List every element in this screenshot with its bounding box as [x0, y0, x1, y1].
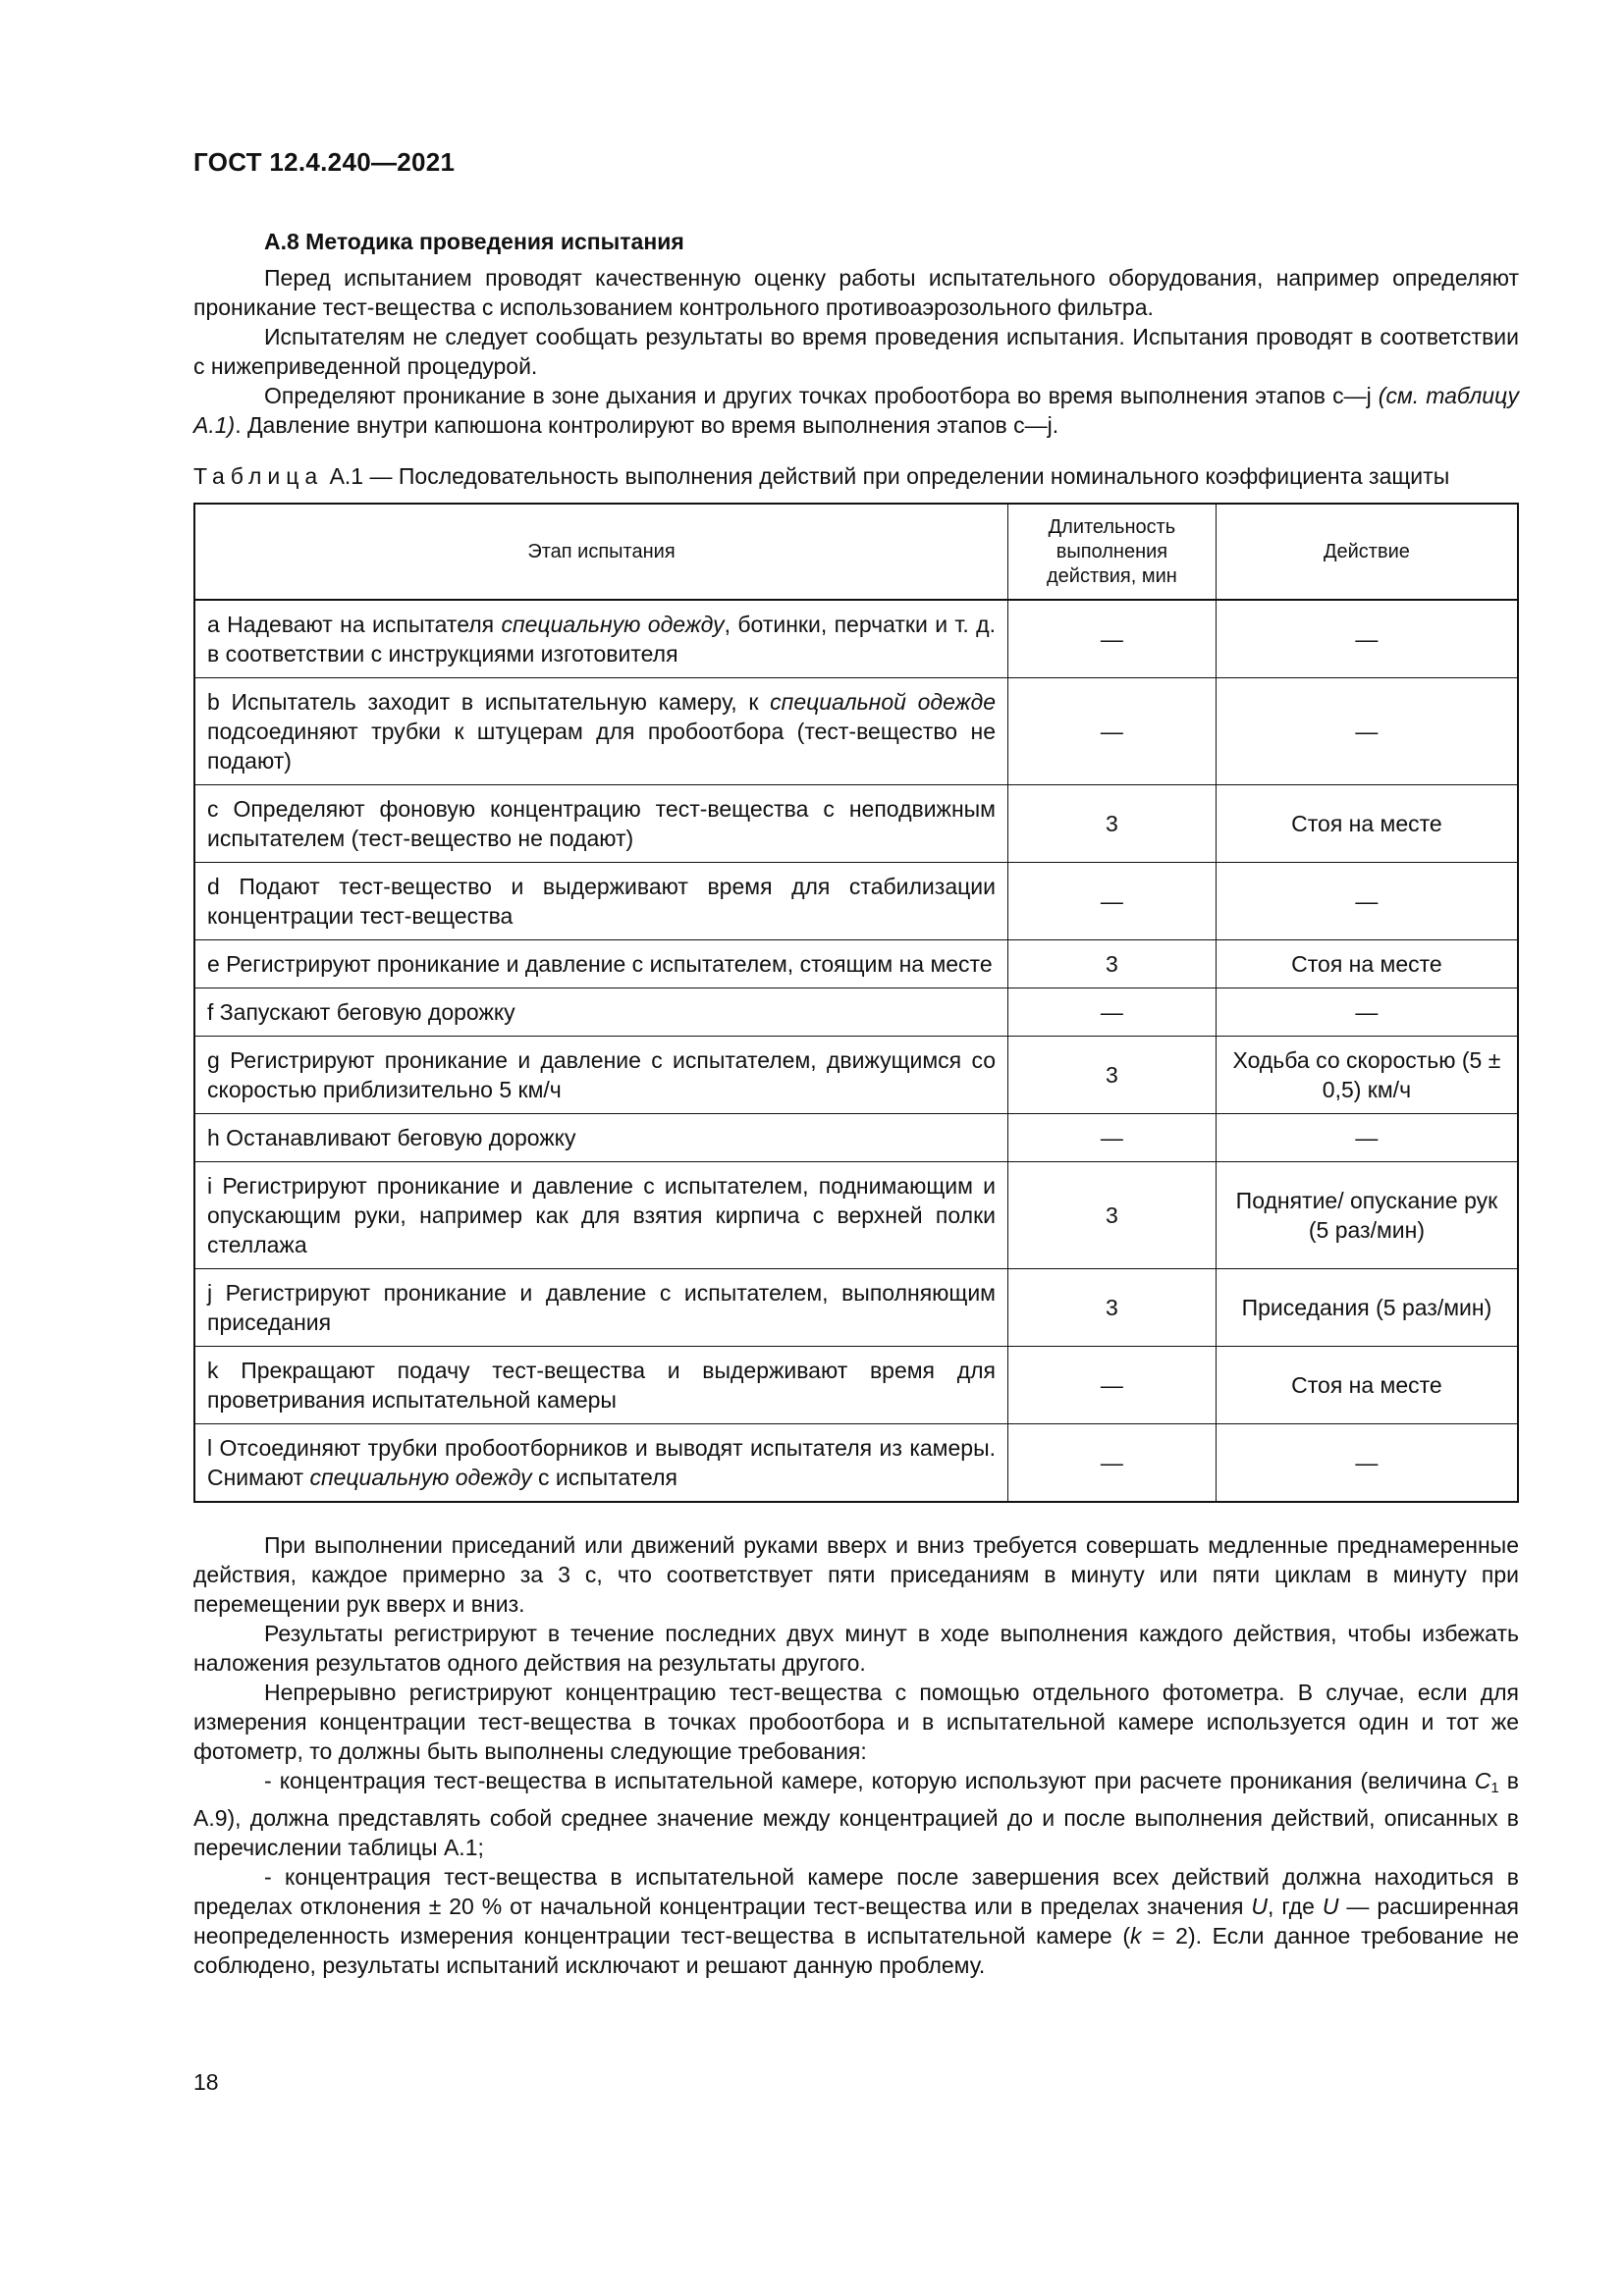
- cell-stage: [194, 1269, 1008, 1347]
- paragraph-after-1: При выполнении приседаний или движений руками вверх и вниз требуется совершать медленные преднамеренные действия, каждое примерно за 3 с, что соответствует пяти приседаниям в минуту или пяти циклам в минуту при перемещении рук вверх и вниз.: [193, 1532, 1519, 1617]
- cell-duration: —: [1008, 601, 1217, 678]
- list-item-1: [193, 1766, 1519, 1862]
- paragraph-intro-3-text-c: . Давление внутри капюшона контролируют во время выполнения этапов с—j.: [235, 412, 1059, 438]
- cell-duration: —: [1008, 1347, 1217, 1424]
- cell-action: Ходьба со скоростью (5 ± 0,5) км/ч: [1216, 1037, 1518, 1114]
- variable-c: C: [1474, 1768, 1491, 1793]
- cell-action: Поднятие/ опускание рук (5 раз/мин): [1216, 1162, 1518, 1269]
- cell-stage: [194, 678, 1008, 785]
- table-row: [194, 1269, 1518, 1347]
- table-row: [194, 678, 1518, 785]
- cell-stage-text: h Останавливают беговую дорожку: [207, 1125, 576, 1150]
- cell-stage-emphasis: специальную одежду: [501, 612, 725, 637]
- cell-duration: 3: [1008, 1162, 1217, 1269]
- cell-stage-text: i Регистрируют проникание и давление с испытателем, поднимающим и опускающим руки, например как для взятия кирпича с верхней полки стеллажа: [207, 1173, 996, 1257]
- cell-stage: [194, 940, 1008, 988]
- cell-action: —: [1216, 601, 1518, 678]
- table-row: [194, 1162, 1518, 1269]
- variable-k: k: [1130, 1923, 1142, 1949]
- cell-action: Стоя на месте: [1216, 785, 1518, 863]
- table-caption: [193, 461, 1519, 491]
- header-stage: Этап испытания: [194, 504, 1008, 600]
- table-caption-text: А.1 — Последовательность выполнения действий при определении номинального коэффициента защиты: [323, 463, 1450, 489]
- cell-stage: [194, 601, 1008, 678]
- table-caption-label: Таблица: [193, 463, 324, 489]
- cell-duration: —: [1008, 988, 1217, 1037]
- cell-stage-text: a Надевают на испытателя: [207, 612, 502, 637]
- cell-stage-emphasis: специальной одежде: [770, 689, 996, 715]
- cell-action: Стоя на месте: [1216, 940, 1518, 988]
- paragraph-intro-3-text-a: Определяют проникание в зоне дыхания и других точках пробоотбора во время выполнения этапов с—j: [264, 383, 1379, 408]
- header-action: Действие: [1216, 504, 1518, 600]
- cell-duration: 3: [1008, 1269, 1217, 1347]
- cell-stage-text: c Определяют фоновую концентрацию тест-вещества с неподвижным испытателем (тест-вещество не подают): [207, 796, 996, 851]
- table-row: [194, 1114, 1518, 1162]
- cell-stage-emphasis: специальную одежду: [309, 1465, 532, 1490]
- cell-duration: 3: [1008, 785, 1217, 863]
- table-row: [194, 1347, 1518, 1424]
- table-body: [194, 601, 1518, 1503]
- list-item-2: [193, 1862, 1519, 1980]
- cell-action: Стоя на месте: [1216, 1347, 1518, 1424]
- cell-stage-text: b Испытатель заходит в испытательную камеру, к: [207, 689, 771, 715]
- document-page: [193, 147, 1519, 1980]
- list-item-2-text-c: — расширенная неопределенность измерения концентрации тест-вещества в испытательной камере (: [193, 1894, 1519, 1949]
- cell-stage: [194, 988, 1008, 1037]
- cell-stage: [194, 1424, 1008, 1503]
- cell-stage-text: l Отсоединяют трубки пробоотборников и выводят испытателя из камеры. Снимают: [207, 1435, 996, 1490]
- cell-duration: 3: [1008, 940, 1217, 988]
- section-title: А.8 Методика проведения испытания: [264, 229, 684, 254]
- table-row: [194, 988, 1518, 1037]
- variable-u-2: U: [1322, 1894, 1339, 1919]
- header-duration: Длительность выполнения действия, мин: [1008, 504, 1217, 600]
- cell-duration: —: [1008, 678, 1217, 785]
- cell-stage-text-continued: , ботинки, перчатки и т. д. в соответствии с инструкциями изготовителя: [207, 612, 996, 667]
- list-item-2-text-b: , где: [1268, 1894, 1323, 1919]
- cell-stage-text-continued: с испытателя: [531, 1465, 677, 1490]
- variable-c-subscript: 1: [1490, 1780, 1499, 1796]
- table-row: [194, 1424, 1518, 1503]
- cell-stage-text: e Регистрируют проникание и давление с испытателем, стоящим на месте: [207, 951, 993, 977]
- cell-action: —: [1216, 863, 1518, 940]
- cell-stage-text: g Регистрируют проникание и давление с испытателем, движущимся со скоростью приблизительно 5 км/ч: [207, 1047, 996, 1102]
- procedure-table: [193, 503, 1519, 1503]
- paragraph-intro-2: Испытателям не следует сообщать результаты во время проведения испытания. Испытания проводят в соответствии с нижеприведенной процедурой.: [193, 324, 1519, 379]
- table-row: [194, 785, 1518, 863]
- paragraph-intro-3: [193, 381, 1519, 440]
- paragraph-after-2: Результаты регистрируют в течение последних двух минут в ходе выполнения каждого действия, чтобы избежать наложения результатов одного действия на результаты другого.: [193, 1621, 1519, 1676]
- cell-duration: 3: [1008, 1037, 1217, 1114]
- table-row: [194, 863, 1518, 940]
- cell-duration: —: [1008, 863, 1217, 940]
- cell-action: Приседания (5 раз/мин): [1216, 1269, 1518, 1347]
- cell-action: —: [1216, 678, 1518, 785]
- cell-stage: [194, 1347, 1008, 1424]
- list-item-2-text-d: = 2). Если данное требование не соблюдено, результаты испытаний исключают и решают данную проблему.: [193, 1923, 1519, 1978]
- cell-stage-text: d Подают тест-вещество и выдерживают время для стабилизации концентрации тест-вещества: [207, 874, 996, 929]
- cell-stage-text-continued: подсоединяют трубки к штуцерам для пробоотбора (тест-вещество не подают): [207, 719, 996, 774]
- paragraph-after-3: Непрерывно регистрируют концентрацию тест-вещества с помощью отдельного фотометра. В случае, если для измерения концентрации тест-вещества в точках пробоотбора и в испытательной камере используется один и тот же фотометр, то должны быть выполнены следующие требования:: [193, 1680, 1519, 1764]
- cell-stage: [194, 785, 1008, 863]
- table-reference: (см. таблицу А.1): [193, 383, 1520, 438]
- cell-stage: [194, 1162, 1008, 1269]
- table-row: [194, 1037, 1518, 1114]
- after-table-text: [193, 1530, 1519, 1980]
- cell-action: —: [1216, 1424, 1518, 1503]
- table-row: [194, 601, 1518, 678]
- variable-u-1: U: [1251, 1894, 1268, 1919]
- paragraph-intro-1: Перед испытанием проводят качественную оценку работы испытательного оборудования, например определяют проникание тест-вещества с использованием контрольного противоаэрозольного фильтра.: [193, 265, 1519, 320]
- cell-stage-text: j Регистрируют проникание и давление с испытателем, выполняющим приседания: [207, 1280, 996, 1335]
- cell-stage: [194, 1037, 1008, 1114]
- page-number: 18: [193, 2069, 219, 2095]
- document-id: ГОСТ 12.4.240—2021: [193, 147, 456, 177]
- cell-duration: —: [1008, 1424, 1217, 1503]
- list-item-2-text-a: - концентрация тест-вещества в испытательной камере после завершения всех действий должна находиться в пределах отклонения ± 20 % от начальной концентрации тест-вещества или в пределах значения: [193, 1864, 1519, 1919]
- cell-stage: [194, 863, 1008, 940]
- cell-action: —: [1216, 1114, 1518, 1162]
- cell-action: —: [1216, 988, 1518, 1037]
- table-row: [194, 940, 1518, 988]
- cell-duration: —: [1008, 1114, 1217, 1162]
- list-item-1-text-a: - концентрация тест-вещества в испытательной камере, которую используют при расчете проникания (величина: [264, 1768, 1475, 1793]
- table-header-row: [194, 504, 1518, 600]
- cell-stage-text: k Прекращают подачу тест-вещества и выдерживают время для проветривания испытательной камеры: [207, 1358, 996, 1413]
- cell-stage-text: f Запускают беговую дорожку: [207, 999, 515, 1025]
- cell-stage: [194, 1114, 1008, 1162]
- list-item-1-text-b: в А.9), должна представлять собой среднее значение между концентрацией до и после выполнения действий, описанных в перечислении таблицы А.1;: [193, 1768, 1519, 1860]
